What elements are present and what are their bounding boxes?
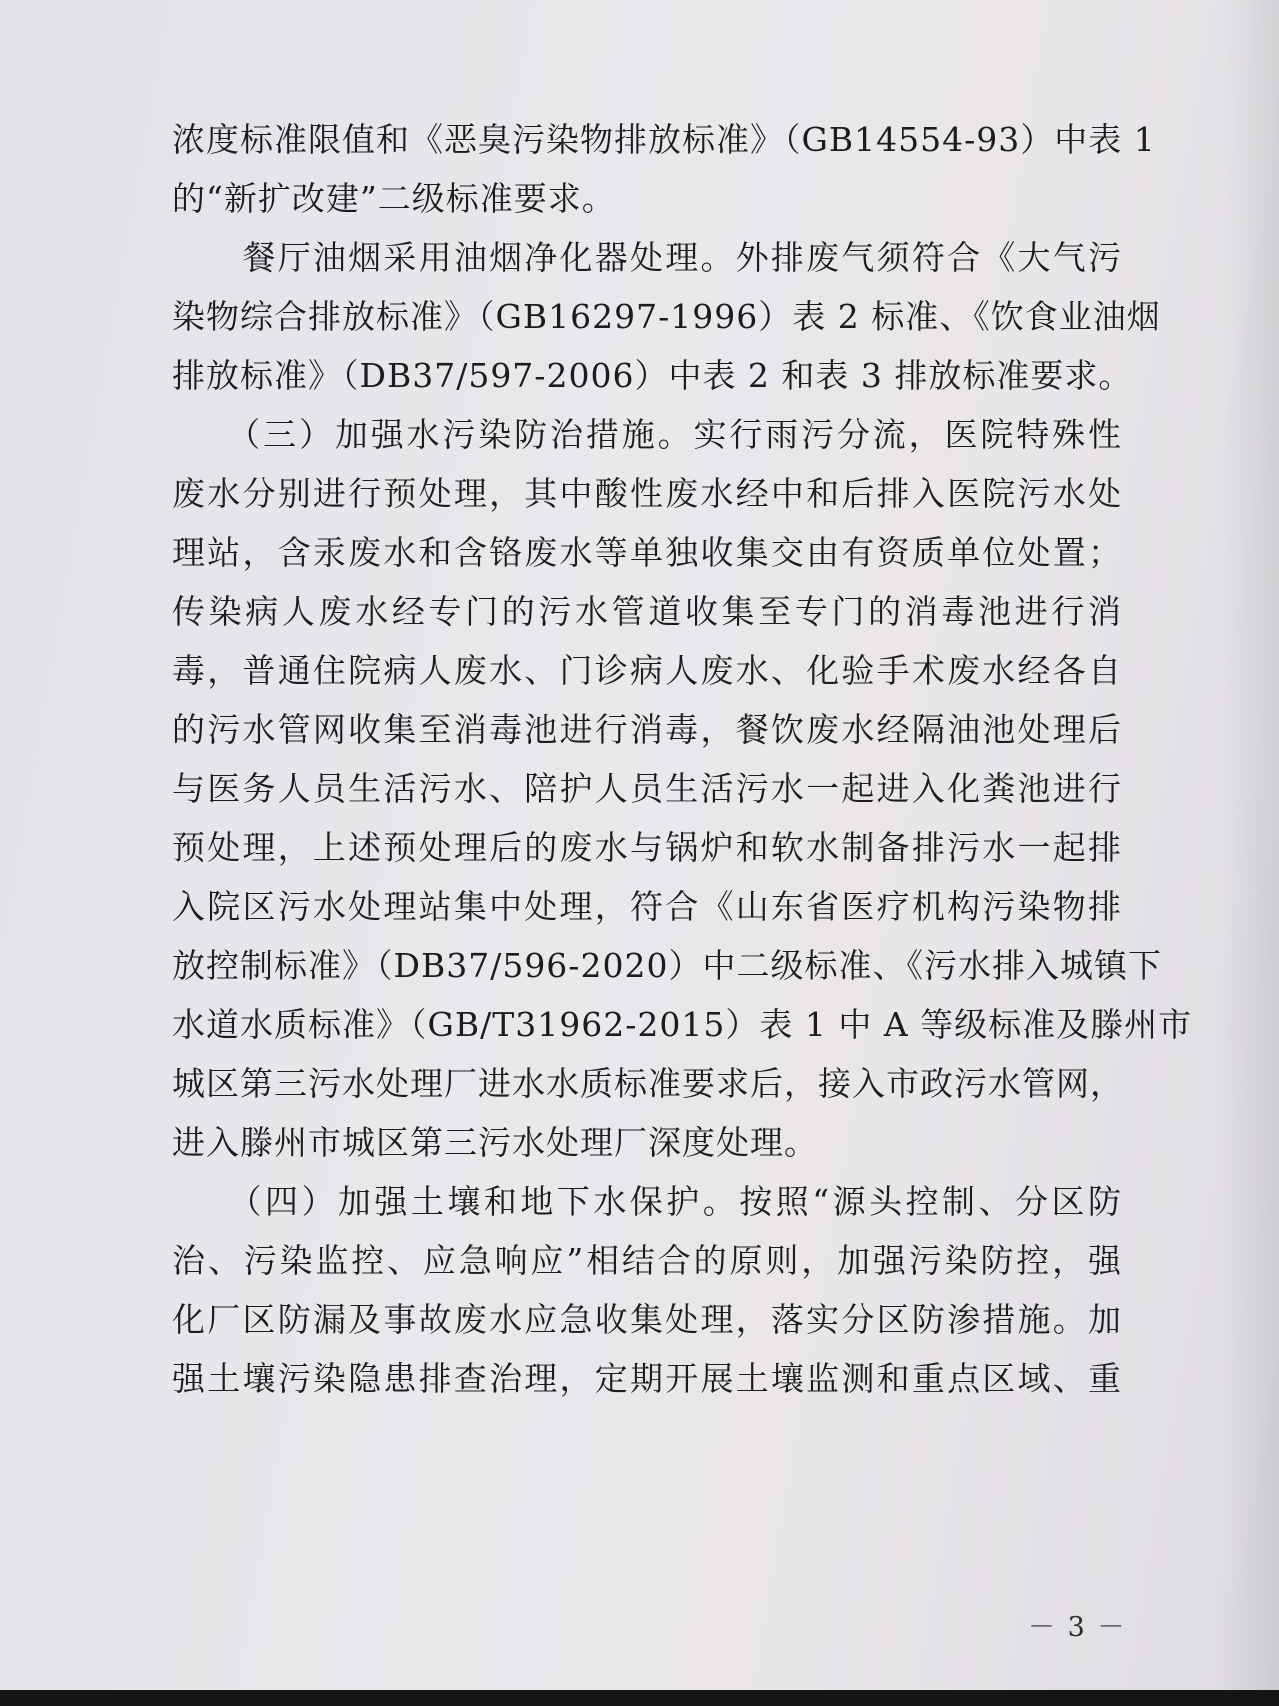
text-line: 与医务人员生活污水、陪护人员生活污水一起进入化粪池进行	[172, 769, 1122, 808]
text-line: 传染病人废水经专门的污水管道收集至专门的消毒池进行消	[172, 592, 1122, 631]
text-line: 放控制标准》（DB37/596-2020）中二级标准、《污水排入城镇下	[172, 946, 1162, 985]
text-line: 城区第三污水处理厂进水水质标准要求后，接入市政污水管网，	[172, 1064, 1124, 1103]
text-line: 强土壤污染隐患排查治理，定期开展土壤监测和重点区域、重	[172, 1359, 1122, 1398]
text-line: 的“新扩改建”二级标准要求。	[172, 179, 616, 218]
text-line: 水道水质标准》（GB/T31962-2015）表 1 中 A 等级标准及滕州市	[172, 1005, 1193, 1044]
page-bottom-edge	[0, 1690, 1279, 1706]
text-line: 进入滕州市城区第三污水处理厂深度处理。	[172, 1123, 818, 1162]
text-line: 理站，含汞废水和含铬废水等单独收集交由有资质单位处置；	[172, 533, 1122, 572]
text-line: 废水分别进行预处理，其中酸性废水经中和后排入医院污水处	[172, 474, 1122, 513]
text-line: 毒，普通住院病人废水、门诊病人废水、化验手术废水经各自	[172, 651, 1122, 690]
text-line: （三）加强水污染防治措施。实行雨污分流，医院特殊性	[172, 415, 1122, 454]
page-number: － 3 －	[1028, 1612, 1127, 1643]
text-line: 的污水管网收集至消毒池进行消毒，餐饮废水经隔油池处理后	[172, 710, 1122, 749]
text-line: 浓度标准限值和《恶臭污染物排放标准》（GB14554-93）中表 1	[172, 120, 1156, 159]
text-line: 治、污染监控、应急响应”相结合的原则，加强污染防控，强	[172, 1241, 1122, 1280]
text-line: 染物综合排放标准》（GB16297-1996）表 2 标准、《饮食业油烟	[172, 297, 1161, 336]
text-line: 化厂区防漏及事故废水应急收集处理，落实分区防渗措施。加	[172, 1300, 1122, 1339]
text-line: 预处理，上述预处理后的废水与锅炉和软水制备排污水一起排	[172, 828, 1122, 867]
text-line: 餐厅油烟采用油烟净化器处理。外排废气须符合《大气污	[172, 238, 1122, 277]
text-line: （四）加强土壤和地下水保护。按照“源头控制、分区防	[172, 1182, 1122, 1221]
text-line: 排放标准》（DB37/597-2006）中表 2 和表 3 排放标准要求。	[172, 356, 1133, 395]
text-line: 入院区污水处理站集中处理，符合《山东省医疗机构污染物排	[172, 887, 1122, 926]
